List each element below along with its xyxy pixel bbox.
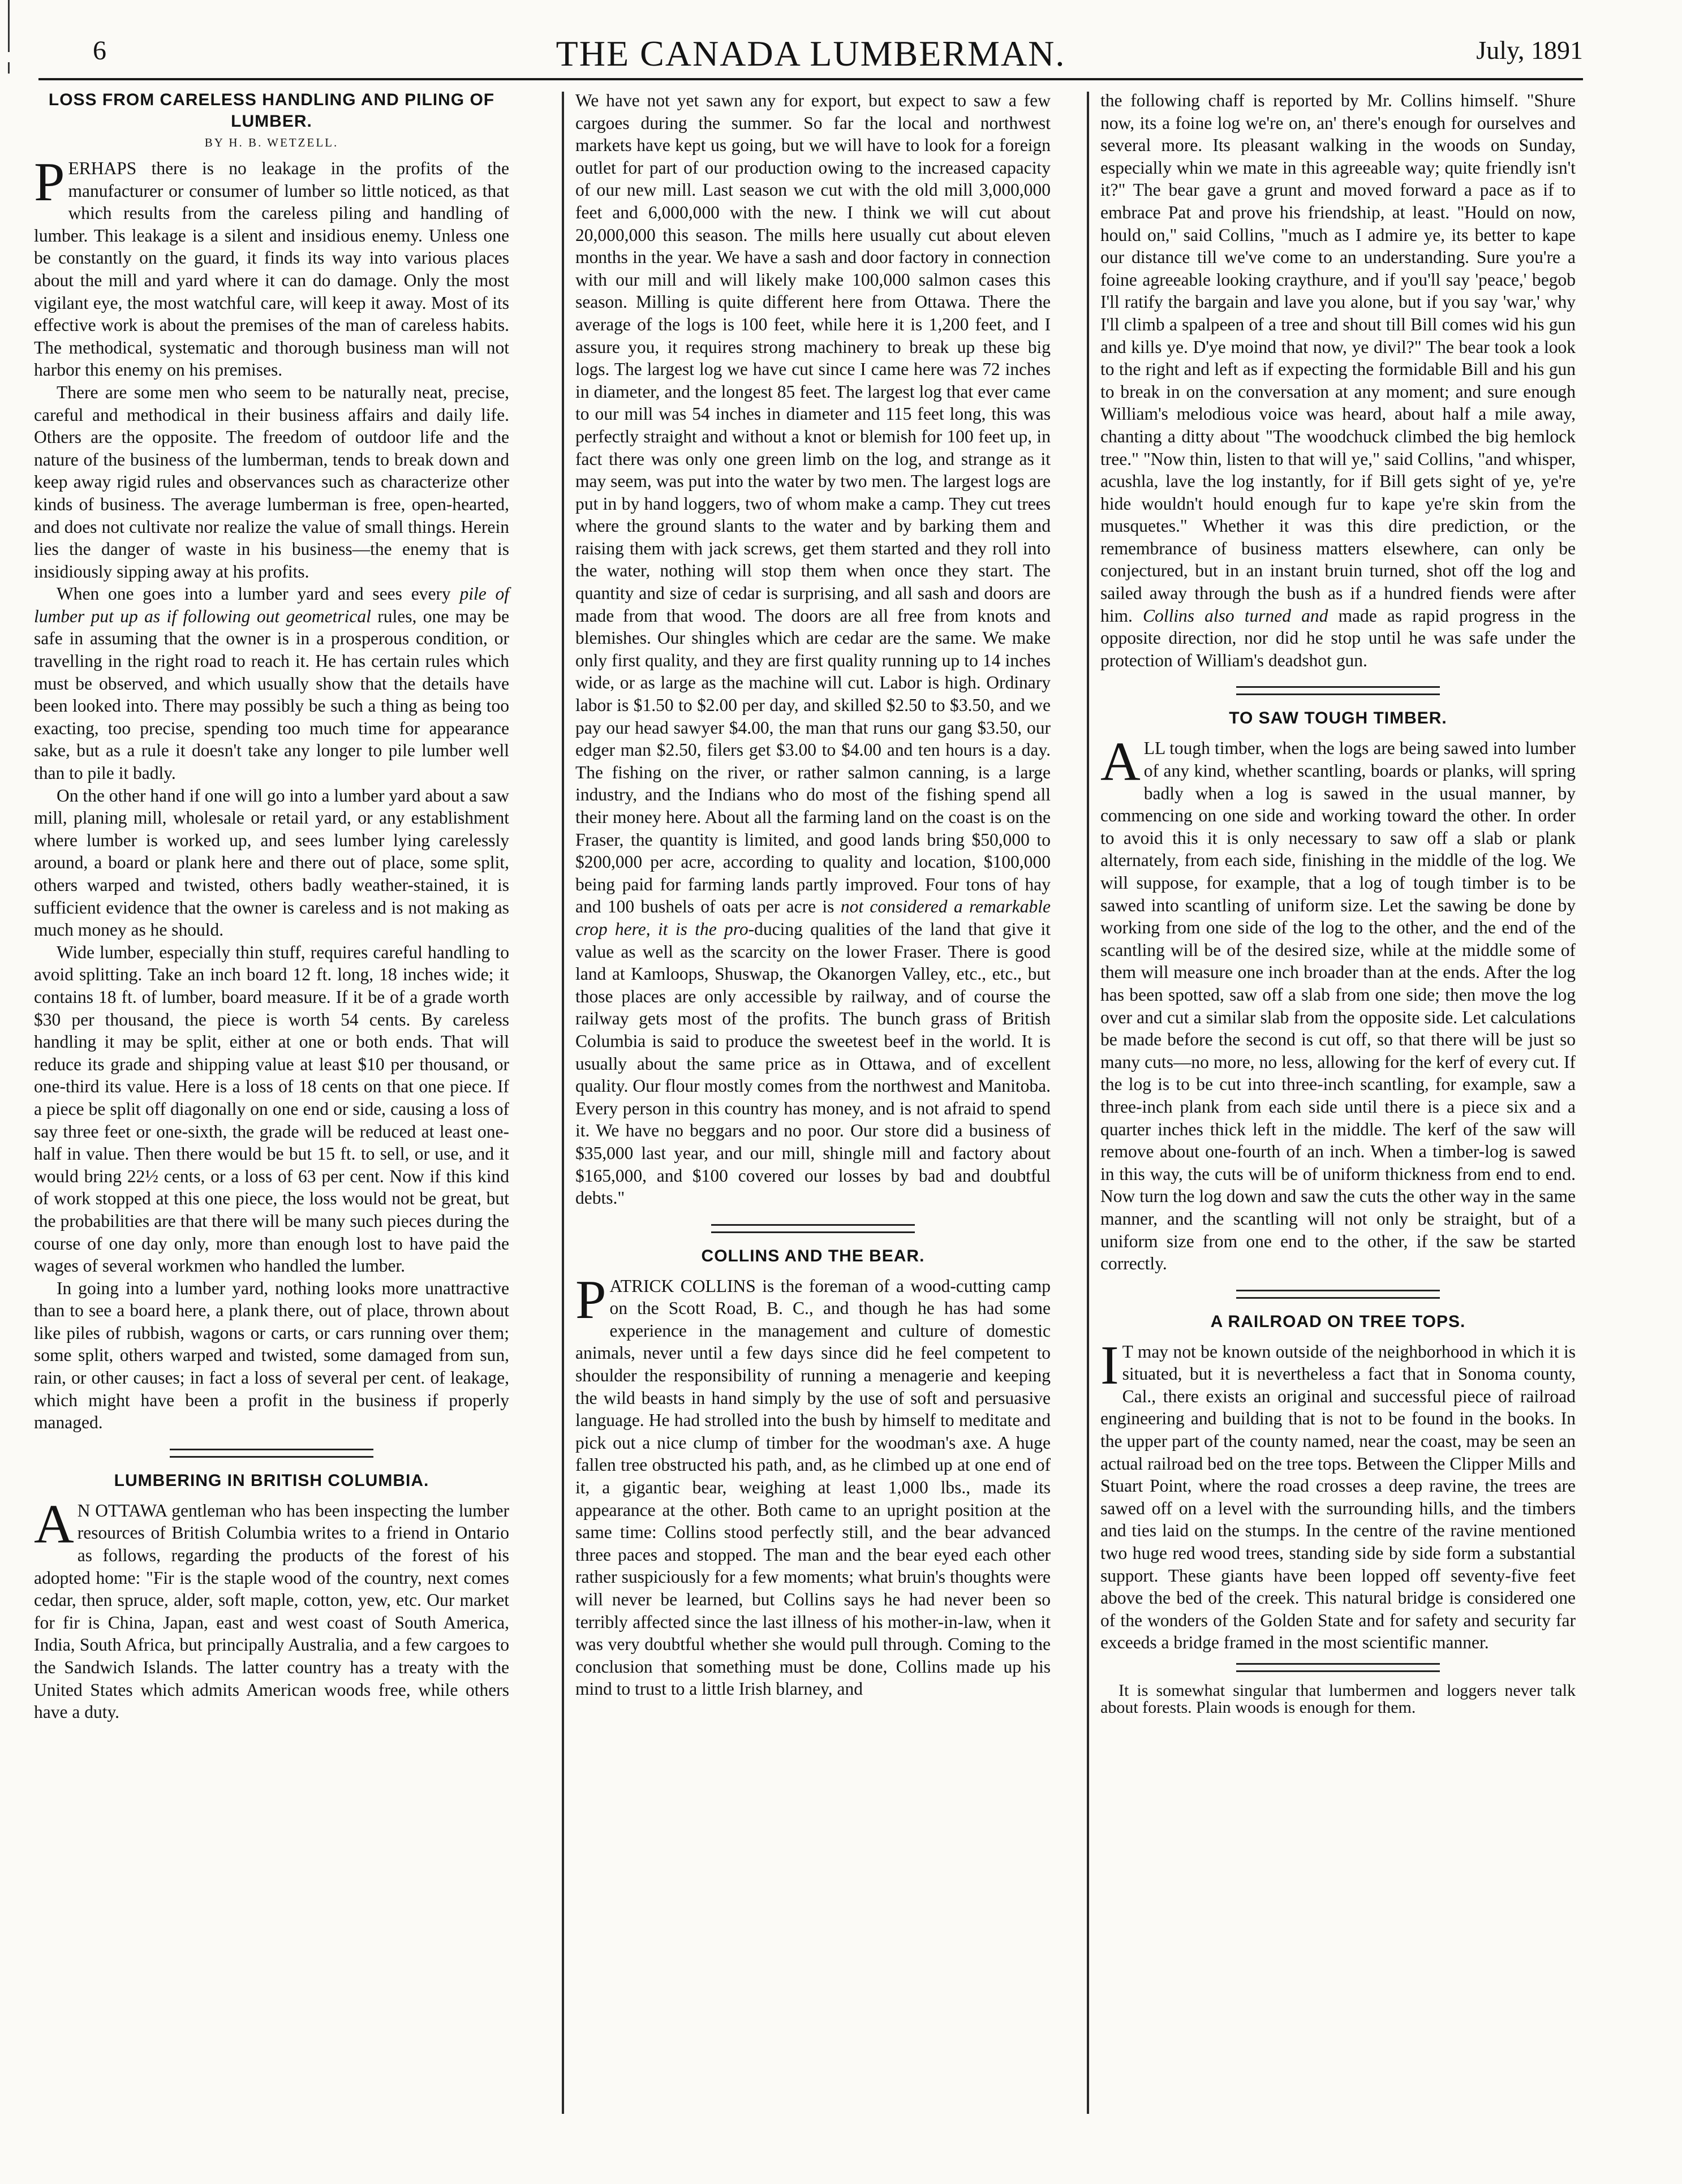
column-1 <box>34 89 509 1724</box>
article-loss-from-careless-handling <box>34 89 509 1434</box>
article-heading: LUMBERING IN BRITISH COLUMBIA. <box>114 1471 429 1490</box>
article-byline: BY H. B. WETZELL. <box>204 136 339 149</box>
article-heading: TO SAW TOUGH TIMBER. <box>1229 709 1447 728</box>
column-rule-2 <box>1087 92 1089 2114</box>
italic-text: pile of lumber put up as if following out geometrical <box>34 584 509 626</box>
paragraph-text: T may not be known outside of the neighborhood in which it is situated, but it is nevertheless a fact that in Sonoma county, Cal., there exists an original and successful piece of railroad engineering and building that is not to be found in the books. In the upper part of the county named, near the coast, may be seen an actual railroad bed on the tree tops. Between the Clipper Mills and Stuart Point, where the road crosses a deep ravine, the trees are sawed off on a level with the surrounding hills, and the timbers and ties laid on the stumps. In the centre of the ravine mentioned two huge red wood trees, standing side by side form a substantial support. These giants have been lopped off seventy-five feet above the bed of the creek. This natural bridge is considered one of the wonders of the Golden State and for safety and security far exceeds a bridge framed in the most scientific manner. <box>1100 1341 1576 1653</box>
spacer <box>34 1492 509 1500</box>
paragraph-text: ducing qualities of the land that give it value as well as the scarcity on the lower Fraser. There is good land at Kamloops, Shuswap, the Okanorgen Valley, etc., etc., but those places are only accessible by railway, and of course the railway gets most of the profits. The bunch grass of British Columbia is said to produce the sweetest beef in the world. It is usually about the same price as in Ottawa, and of excellent quality. Our flour mostly comes from the northwest and Manitoba. Every person in this country has money, and is not afraid to spend it. We have no beggars and no poor. Our store did a business of $35,000 last year, and our mill, shingle mill and factory about $165,000, and $100 covered our losses by bad and doubtful debts." <box>575 919 1051 1208</box>
column-rule-1 <box>562 92 564 2114</box>
article-paragraph <box>34 152 509 381</box>
article-paragraph <box>1100 731 1576 1274</box>
column-3 <box>1100 89 1576 1716</box>
article-collins-and-the-bear <box>575 1246 1051 1700</box>
italic-text: Collins also turned and <box>1143 605 1328 626</box>
filler-note: It is somewhat singular that lumbermen and loggers never talk about forests. Plain woods is enough for them. <box>1100 1681 1576 1717</box>
article-paragraph: In going into a lumber yard, nothing looks more unattractive than to see a board here, a plank there, out of place, thrown about like piles of rubbish, wagons or carts, or cars running over them; some split, others warped and twisted, some damaged from sun, rain, or other causes; in fact a loss of several per cent. of leakage, which might have been a profit in the business if properly managed. <box>34 1278 509 1433</box>
article-paragraph: Wide lumber, especially thin stuff, requires careful handling to avoid splitting. Take an inch board 12 ft. long, 18 inches wide; it contains 18 ft. of lumber, board measure. If it be of a grade worth $30 per thousand, the piece is worth 54 cents. By careless handling it may be split, either at one or both ends. That will reduce its grade and shipping value at least $10 per thousand, or one-third its value. Here is a loss of 18 cents on that one piece. If a piece be split off diagonally on one end or side, causing a loss of say three feet or one-sixth, the grade will be reduced at least one-half in value. Then there would be but 15 ft. to sell, or use, and it would bring 22½ cents, or a loss of 63 per cent. Now if this kind of work stopped at this one piece, the loss would not be great, but the probabilities are that there will be many such pieces during the course of one day only, more than enough lost to have paid the wages of several workmen who handled the lumber. <box>34 942 509 1276</box>
drop-cap: A <box>34 1493 74 1555</box>
spacer <box>575 1267 1051 1275</box>
article-paragraph: There are some men who seem to be naturally neat, precise, careful and methodical in their business affairs and daily life. Others are the opposite. The freedom of outdoor life and the nature of the business of the lumberman, tends to break down and keep away rigid rules and observances such as characterize other kinds of business. The average lumberman is free, open-hearted, and does not cultivate nor realize the value of small things. Herein lies the danger of waste in his business—the enemy that is insidiously sipping away at his profits. <box>34 382 509 581</box>
section-divider <box>1236 686 1440 695</box>
italic-text: not considered a remarkable crop here, it is the pro- <box>575 897 1051 939</box>
newspaper-title: THE CANADA LUMBERMAN. <box>556 33 1066 74</box>
article-paragraph <box>34 583 509 784</box>
article-lumbering-british-columbia <box>34 1470 509 1724</box>
article-lumbering-british-columbia-continued <box>575 89 1051 1209</box>
section-divider <box>1236 1663 1440 1672</box>
paragraph-text: the following chaff is reported by Mr. Collins himself. "Shure now, its a foine log we're on, an' there's enough for ourselves and several more. Its pleasant walking in the woods on Sunday, especially whin we mate in this agreeable way; quite friendly isn't it?" The bear gave a grunt and moved forward a pace as if to embrace Pat and prove his friendship, at least. "Hould on now, hould on," said Collins, "much as I admire ye, its better to kape our distance till we've come to an understanding. Sure you're a foine agreeable looking craythure, and if you'll say 'peace,' begob I'll ratify the bargain and lave you alone, but if you say 'war,' why I'll climb a spalpeen of a tree and shout till Bill comes wid his gun and kills ye. D'ye moind that now, ye divil?" The bear took a look to the right and left as if expecting the formidable Bill and his gun to break in on the conversation at any moment; and sure enough William's melodious voice was heard, about half a mile away, chanting a ditty about "The woodchuck climbed the big hemlock tree." "Now thin, listen to that will ye," said Collins, "and whisper, acushla, lave the log instantly, for if Bill gets sight of ye, ye're hide wouldn't hould enough fur to kape ye're skin from the musquetes." Whether it was this dire prediction, or the remembrance of business matters elsewhere, can only be conjectured, but in an instant bruin turned, shot off the log and sailed away through the bush as if a hundred fiends were after him. <box>1100 91 1576 626</box>
article-to-saw-tough-timber <box>1100 708 1576 1274</box>
margin-mark-bottom <box>8 62 10 74</box>
issue-date: July, 1891 <box>1476 36 1583 64</box>
article-heading: COLLINS AND THE BEAR. <box>701 1246 925 1265</box>
paragraph-text: N OTTAWA gentleman who has been inspecting the lumber resources of British Columbia writes to a friend in Ontario as follows, regarding the products of the forest of his adopted home: "Fir is the staple wood of the country, next comes cedar, then spruce, alder, soft maple, cotton, yew, etc. Our market for fir is China, Japan, east and west coast of South America, India, South Africa, but principally Australia, and a few cargoes to the Sandwich Islands. The latter country has a treaty with the United States which admits American woods free, while others have a duty. <box>34 1500 509 1722</box>
margin-mark-top <box>8 0 10 52</box>
paragraph-text: ERHAPS there is no leakage in the profits of the manufacturer or consumer of lumber so little noticed, as that which results from the careless piling and handling of lumber. This leakage is a silent and insidious enemy. Unless one be constantly on the guard, it finds its way into various places about the mill and yard where it can do damage. Only the most vigilant eye, the most watchful care, will keep it away. Most of its effective work is about the premises of the man of careless habits. The methodical, systematic and thorough business man will not harbor this enemy on his premises. <box>34 158 509 380</box>
section-divider <box>170 1449 373 1458</box>
article-paragraph <box>575 89 1051 1209</box>
spacer <box>1100 1333 1576 1341</box>
article-paragraph <box>575 1269 1051 1700</box>
drop-cap: I <box>1100 1334 1119 1396</box>
section-divider <box>1236 1290 1440 1299</box>
article-heading: LOSS FROM CARELESS HANDLING AND PILING OF LUMBER. <box>48 91 495 131</box>
article-railroad-on-tree-tops <box>1100 1311 1576 1654</box>
article-collins-and-the-bear-continued <box>1100 89 1576 671</box>
drop-cap: P <box>575 1269 606 1330</box>
paragraph-text: made as rapid progress in the opposite direction, nor did he stop until he was safe under the protection of William's deadshot gun. <box>1100 605 1576 670</box>
column-2 <box>575 89 1051 1700</box>
paragraph-text: LL tough timber, when the logs are being sawed into lumber of any kind, whether scantling, boards or planks, will spring badly when a log is sawed in the usual manner, by commencing on one side and working toward the other. In order to avoid this it is only necessary to saw off a slab or plank alternately, from each side, finishing in the middle of the log. We will suppose, for example, that a log of tough timber is to be sawed into scantling of uniform size. Let the sawing be done by working from one side of the log to the other, and the end of the scantling will be of the desired size, while at the middle some of them will measure one inch broader than at the ends. After the log has been spotted, saw off a slab from one side; then move the log over and cut a similar slab from the opposite side. Let calculations be made before the second is cut off, so that there will be just so many cuts—no more, no less, allowing for the kerf of every cut. If the log is to be cut into three-inch scantling, for example, saw a three-inch plank from each side until there is a piece six and a quarter inches thick left in the middle. The kerf of the saw will remove about one-fourth of an inch. When a timber-log is sawed in this way, the cuts will be of uniform thickness from end to end. Now turn the log down and saw the cuts the other way in the same manner, and the scantling will not only be straight, but of a uniform size from one end to the other, if the saw be started correctly. <box>1100 738 1576 1274</box>
page-number: 6 <box>93 36 106 66</box>
article-heading: A RAILROAD ON TREE TOPS. <box>1210 1312 1466 1331</box>
paragraph-text: When one goes into a lumber yard and sees every <box>57 584 460 604</box>
article-paragraph: On the other hand if one will go into a lumber yard about a saw mill, planing mill, wholesale or retail yard, or any establishment where lumber is worked up, and sees lumber lying carelessly around, a board or plank here and there out of place, some split, others warped and twisted, others badly weather-stained, it is sufficient evidence that the owner is careless and is not making as much money as he should. <box>34 785 509 940</box>
drop-cap: A <box>1100 731 1141 793</box>
section-divider <box>711 1224 915 1233</box>
spacer <box>1100 729 1576 737</box>
paragraph-text: We have not yet sawn any for export, but expect to saw a few cargoes during the summer. So far the local and northwest markets have kept us going, but we will have to look for a foreign outlet for part of our production owing to the increased capacity of our new mill. Last season we cut with the old mill 3,000,000 feet and 6,000,000 with the new. I think we will cut about 20,000,000 this season. The mills here usually cut about eleven months in the year. We have a sash and door factory in connection with our mill and will likely make 100,000 salmon cases this season. Milling is quite different here from Ottawa. There the average of the logs is 100 feet, while here it is 1,200 feet, and I assure you, it requires strong machinery to break up these big logs. The largest log we have cut since I came here was 72 inches in diameter, and the longest 85 feet. The largest log that ever came to our mill was 54 inches in diameter and 115 feet long, this was perfectly straight and without a knot or blemish for 100 feet up, in fact there was only one green limb on the log, and strange as it may seem, was put into the water by two men. The largest logs are put in by hand loggers, two of whom make a camp. They cut trees where the ground slants to the water and by barking them and raising them with jack screws, get them started and they roll into the water, nothing will stop them when once they start. The quantity and size of cedar is surprising, and all sash and doors are made from that wood. The doors are all free from knots and blemishes. Our shingles which are cedar are the same. We make only first quality, and they are first quality running up to 14 inches wide, or as large as the machine will cut. Labor is high. Ordinary labor is $1.50 to $2.00 per day, and skilled $2.50 to $3.50, and we pay our head sawyer $4.00, the man that runs our gang $3.50, our edger man $2.50, filers get $3.00 to $4.00 and ten hours is a day. The fishing on the river, or rather salmon canning, is a large industry, and the Indians who do most of the fishing spend all their money here. About all the farming land on the coast is on the Fraser, the quantity is limited, and good lands bring $50,000 to $200,000 per acre, according to quality and location, $100,000 being paid for farming lands partly improved. Four tons of hay and 100 bushels of oats per acre is <box>575 91 1051 917</box>
drop-cap: P <box>34 152 65 213</box>
masthead <box>38 33 1583 80</box>
article-paragraph <box>34 1493 509 1724</box>
article-paragraph <box>1100 89 1576 671</box>
paragraph-text: ATRICK COLLINS is the foreman of a wood-cutting camp on the Scott Road, B. C., and though he has had some experience in the management and culture of domestic animals, never until a few days since did he feel competent to shoulder the responsibility of running a menagerie and keeping the wild beasts in hand simply by the use of soft and persuasive language. He had strolled into the bush by himself to meditate and pick out a nice clump of timber for the woodman's axe. A huge fallen tree obstructed his path, and, as he climbed up at one end of it, a gigantic bear, weighing at least 1,000 lbs., made its appearance at the other. Both came to an upright position at the same time: Collins stood perfectly still, and the bear advanced three paces and stopped. The man and the bear eyed each other rather suspiciously for a few moments; what bruin's thoughts were will never be learned, but Collins says he had never been so terribly affected since the last illness of his mother-in-law, when it was very doubtful whether she would pull through. Coming to the conclusion that something must be done, Collins made up his mind to trust to a little Irish blarney, and <box>575 1276 1051 1699</box>
article-paragraph <box>1100 1334 1576 1654</box>
paragraph-text: rules, one may be safe in assuming that the owner is in a prosperous condition, or travelling in the right road to reach it. He has certain rules which must be observed, and which usually show that the details have been looked into. There may possibly be such a thing as being too exacting, too precise, spending too much time for appearance sake, but as a rule it doesn't take any longer to pile lumber well than to pile it badly. <box>34 606 509 783</box>
